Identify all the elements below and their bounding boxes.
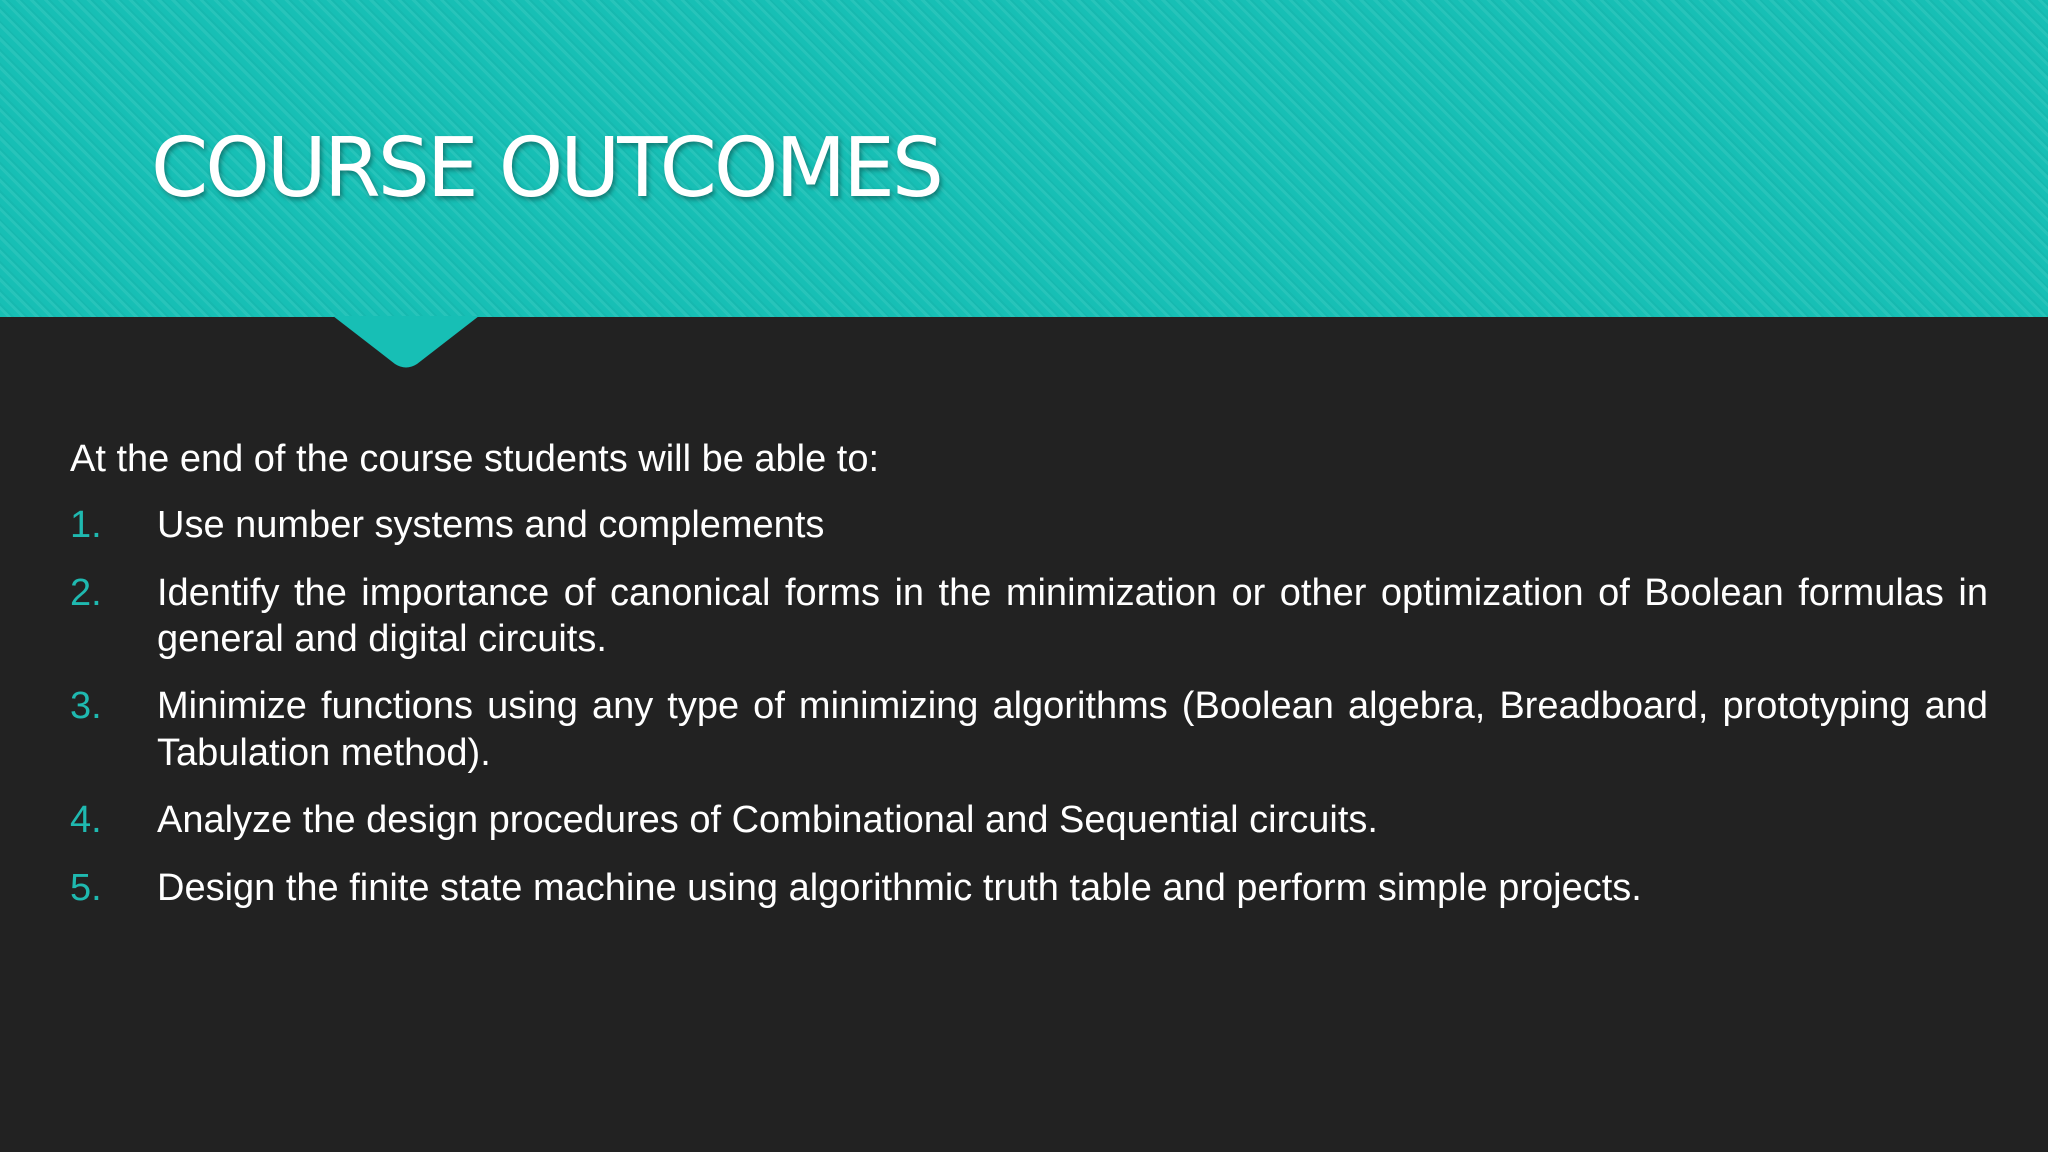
outcome-item [70,797,1988,843]
outcome-text: Design the finite state machine using algorithmic truth table and perform simple projects. [157,866,1642,909]
banner-pointer [333,316,479,368]
outcome-item [70,865,1988,911]
outcome-number: 3. [70,685,102,728]
outcomes-list [70,502,1988,911]
slide-body [70,436,1988,932]
outcome-number: 5. [70,866,102,909]
outcome-number: 1. [70,504,102,547]
outcome-number: 2. [70,571,102,614]
outcome-text: Minimize functions using any type of minimizing algorithms (Boolean algebra, Breadboard, prototyping and Tabulation method). [157,685,1988,774]
outcome-number: 4. [70,799,102,842]
outcome-text: Analyze the design procedures of Combinational and Sequential circuits. [157,799,1378,842]
outcome-text: Use number systems and complements [157,504,825,547]
slide-title: COURSE OUTCOMES [151,121,941,216]
outcome-item [70,570,1988,663]
outcome-text: Identify the importance of canonical forms in the minimization or other optimization of Boolean formulas in general and digital circuits. [157,571,1988,661]
outcome-item [70,683,1988,776]
intro-text: At the end of the course students will be able to: [70,438,880,480]
outcome-item [70,502,1988,548]
